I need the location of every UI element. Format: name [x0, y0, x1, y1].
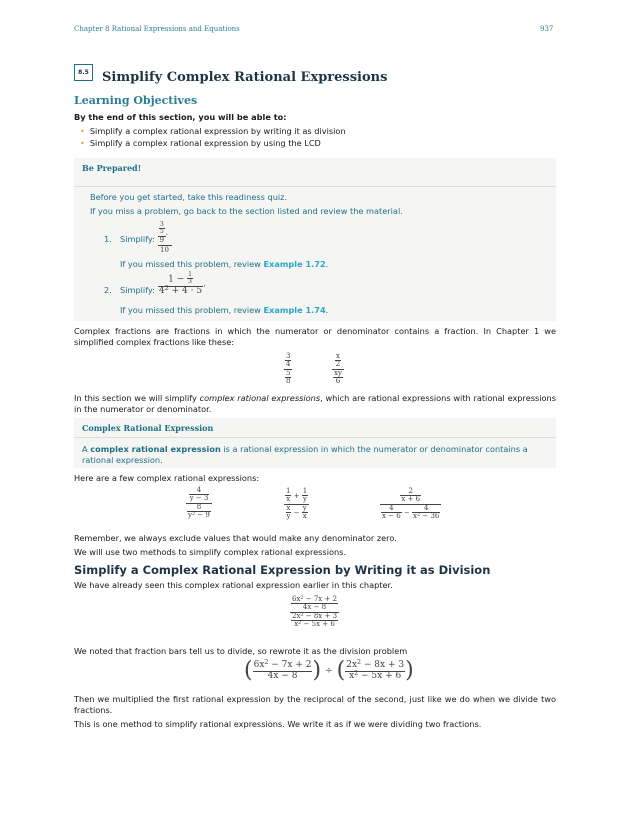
- exclude-values-note: Remember, we always exclude values that would make any denominator zero.: [74, 533, 397, 543]
- definition-box: [74, 418, 556, 468]
- definition-text: A complex rational expression is a rational expression in which the numerator or denominator contains a rational expression.: [82, 444, 528, 465]
- objective-item: • Simplify a complex rational expression by using the LCD: [80, 138, 321, 148]
- two-methods-note: We will use two methods to simplify complex rational expressions.: [74, 547, 347, 557]
- bullet-icon: •: [80, 126, 85, 136]
- objective-item: • Simplify a complex rational expression by writing it as division: [80, 126, 346, 136]
- division-note: We noted that fraction bars tell us to divide, so rewrote it as the division problem: [74, 646, 408, 656]
- intro-paragraph: Complex fractions are fractions in which the numerator or denominator contains a fraction. In Chapter 1 we simplified complex fractions like these:: [74, 326, 556, 347]
- complex-rational-expression: $\frac{\frac{6x^2 - 7x + 2}{4x - 8}}{\frac{2x^2 - 8x + 3}{x^2 - 5x + 6}}$: [292, 594, 338, 629]
- objectives-heading: Learning Objectives: [74, 94, 198, 107]
- readiness-instructions: If you miss a problem, go back to the section listed and review the material.: [90, 206, 403, 216]
- complex-rational-example-1: $\frac{\frac{4}{y - 3}}{\frac{8}{y^2 - 9}}$: [188, 486, 210, 520]
- question-2-review: If you missed this problem, review Example 1.74.: [120, 305, 329, 315]
- question-2-expression: 1 − $\frac{1}{3}$ $4^2 + 4 \cdot 5$ .: [159, 271, 206, 296]
- divider: [74, 186, 556, 187]
- be-prepared-heading: Be Prepared!: [82, 163, 142, 173]
- complex-fraction-example-1: $\frac{\frac{3}{4}}{\frac{5}{8}}$: [286, 352, 291, 386]
- definition-heading: Complex Rational Expression: [82, 423, 214, 433]
- complex-rational-example-2: $\frac{1}{x}$ + $\frac{1}{y}$ $\frac{x}{y}$ − $\frac{y}{x}$: [286, 487, 308, 521]
- method-paragraph: This is one method to simplify rational expressions. We write it as if we were dividing two fractions.: [74, 719, 482, 729]
- example-1-74-link[interactable]: Example 1.74: [263, 305, 326, 315]
- be-prepared-box: Be Prepared! Before you get started, take this readiness quiz. If you miss a problem, go back to the section listed and review the material. 1. Simplify: $\frac{\frac{3}{5}}{9}$ . 10 If you missed this problem, review Example 1.72. 2. Simplify: 1 − $\frac{1}{3}$ $4^2 + 4 \cdot 5$ . If you missed this problem, review Example 1.74.: [74, 158, 556, 321]
- complex-rational-example-3: $\frac{2}{x + 6}$ $\frac{4}{x - 6}$ − $\frac{4}{x^2 - 36}$: [382, 487, 440, 521]
- question-2-number: 2.: [104, 285, 112, 295]
- question-1-review: If you missed this problem, review Example 1.72.: [120, 259, 329, 269]
- page-number: 937: [540, 25, 554, 33]
- examples-intro: Here are a few complex rational expressions:: [74, 473, 260, 483]
- section-number-badge: 8.5: [74, 64, 93, 81]
- running-header: Chapter 8 Rational Expressions and Equations: [74, 25, 240, 33]
- reciprocal-paragraph: Then we multiplied the first rational expression by the reciprocal of the second, just like we do when we divide two fractions.: [74, 694, 556, 715]
- division-problem: ( $6x^2 - 7x + 2$ 4x − 8 ) ÷ ( $2x^2 - 8x + 3$ $x^2 - 5x + 6$ ): [244, 658, 414, 683]
- question-1-label: Simplify:: [120, 234, 155, 244]
- question-2-label: Simplify:: [120, 285, 155, 295]
- subsection-title: Simplify a Complex Rational Expression by Writing it as Division: [74, 563, 491, 577]
- question-1-expression: $\frac{\frac{3}{5}}{9}$ .: [159, 221, 169, 244]
- question-1-number: 1.: [104, 234, 112, 244]
- readiness-intro: Before you get started, take this readiness quiz.: [90, 192, 288, 202]
- fraction-bar: [158, 245, 172, 246]
- seen-before-paragraph: We have already seen this complex rational expression earlier in this chapter.: [74, 580, 393, 590]
- complex-fraction-example-2: $\frac{\frac{x}{2}}{\frac{xy}{6}}$: [334, 352, 342, 386]
- objectives-intro: By the end of this section, you will be able to:: [74, 112, 287, 122]
- example-1-72-link[interactable]: Example 1.72: [263, 259, 326, 269]
- bullet-icon: •: [80, 138, 85, 148]
- divider: [74, 437, 556, 438]
- section-title: Simplify Complex Rational Expressions: [102, 70, 388, 85]
- section-intro-paragraph: In this section we will simplify complex rational expressions, which are rational expressions with rational expressions in the numerator or denominator.: [74, 393, 557, 414]
